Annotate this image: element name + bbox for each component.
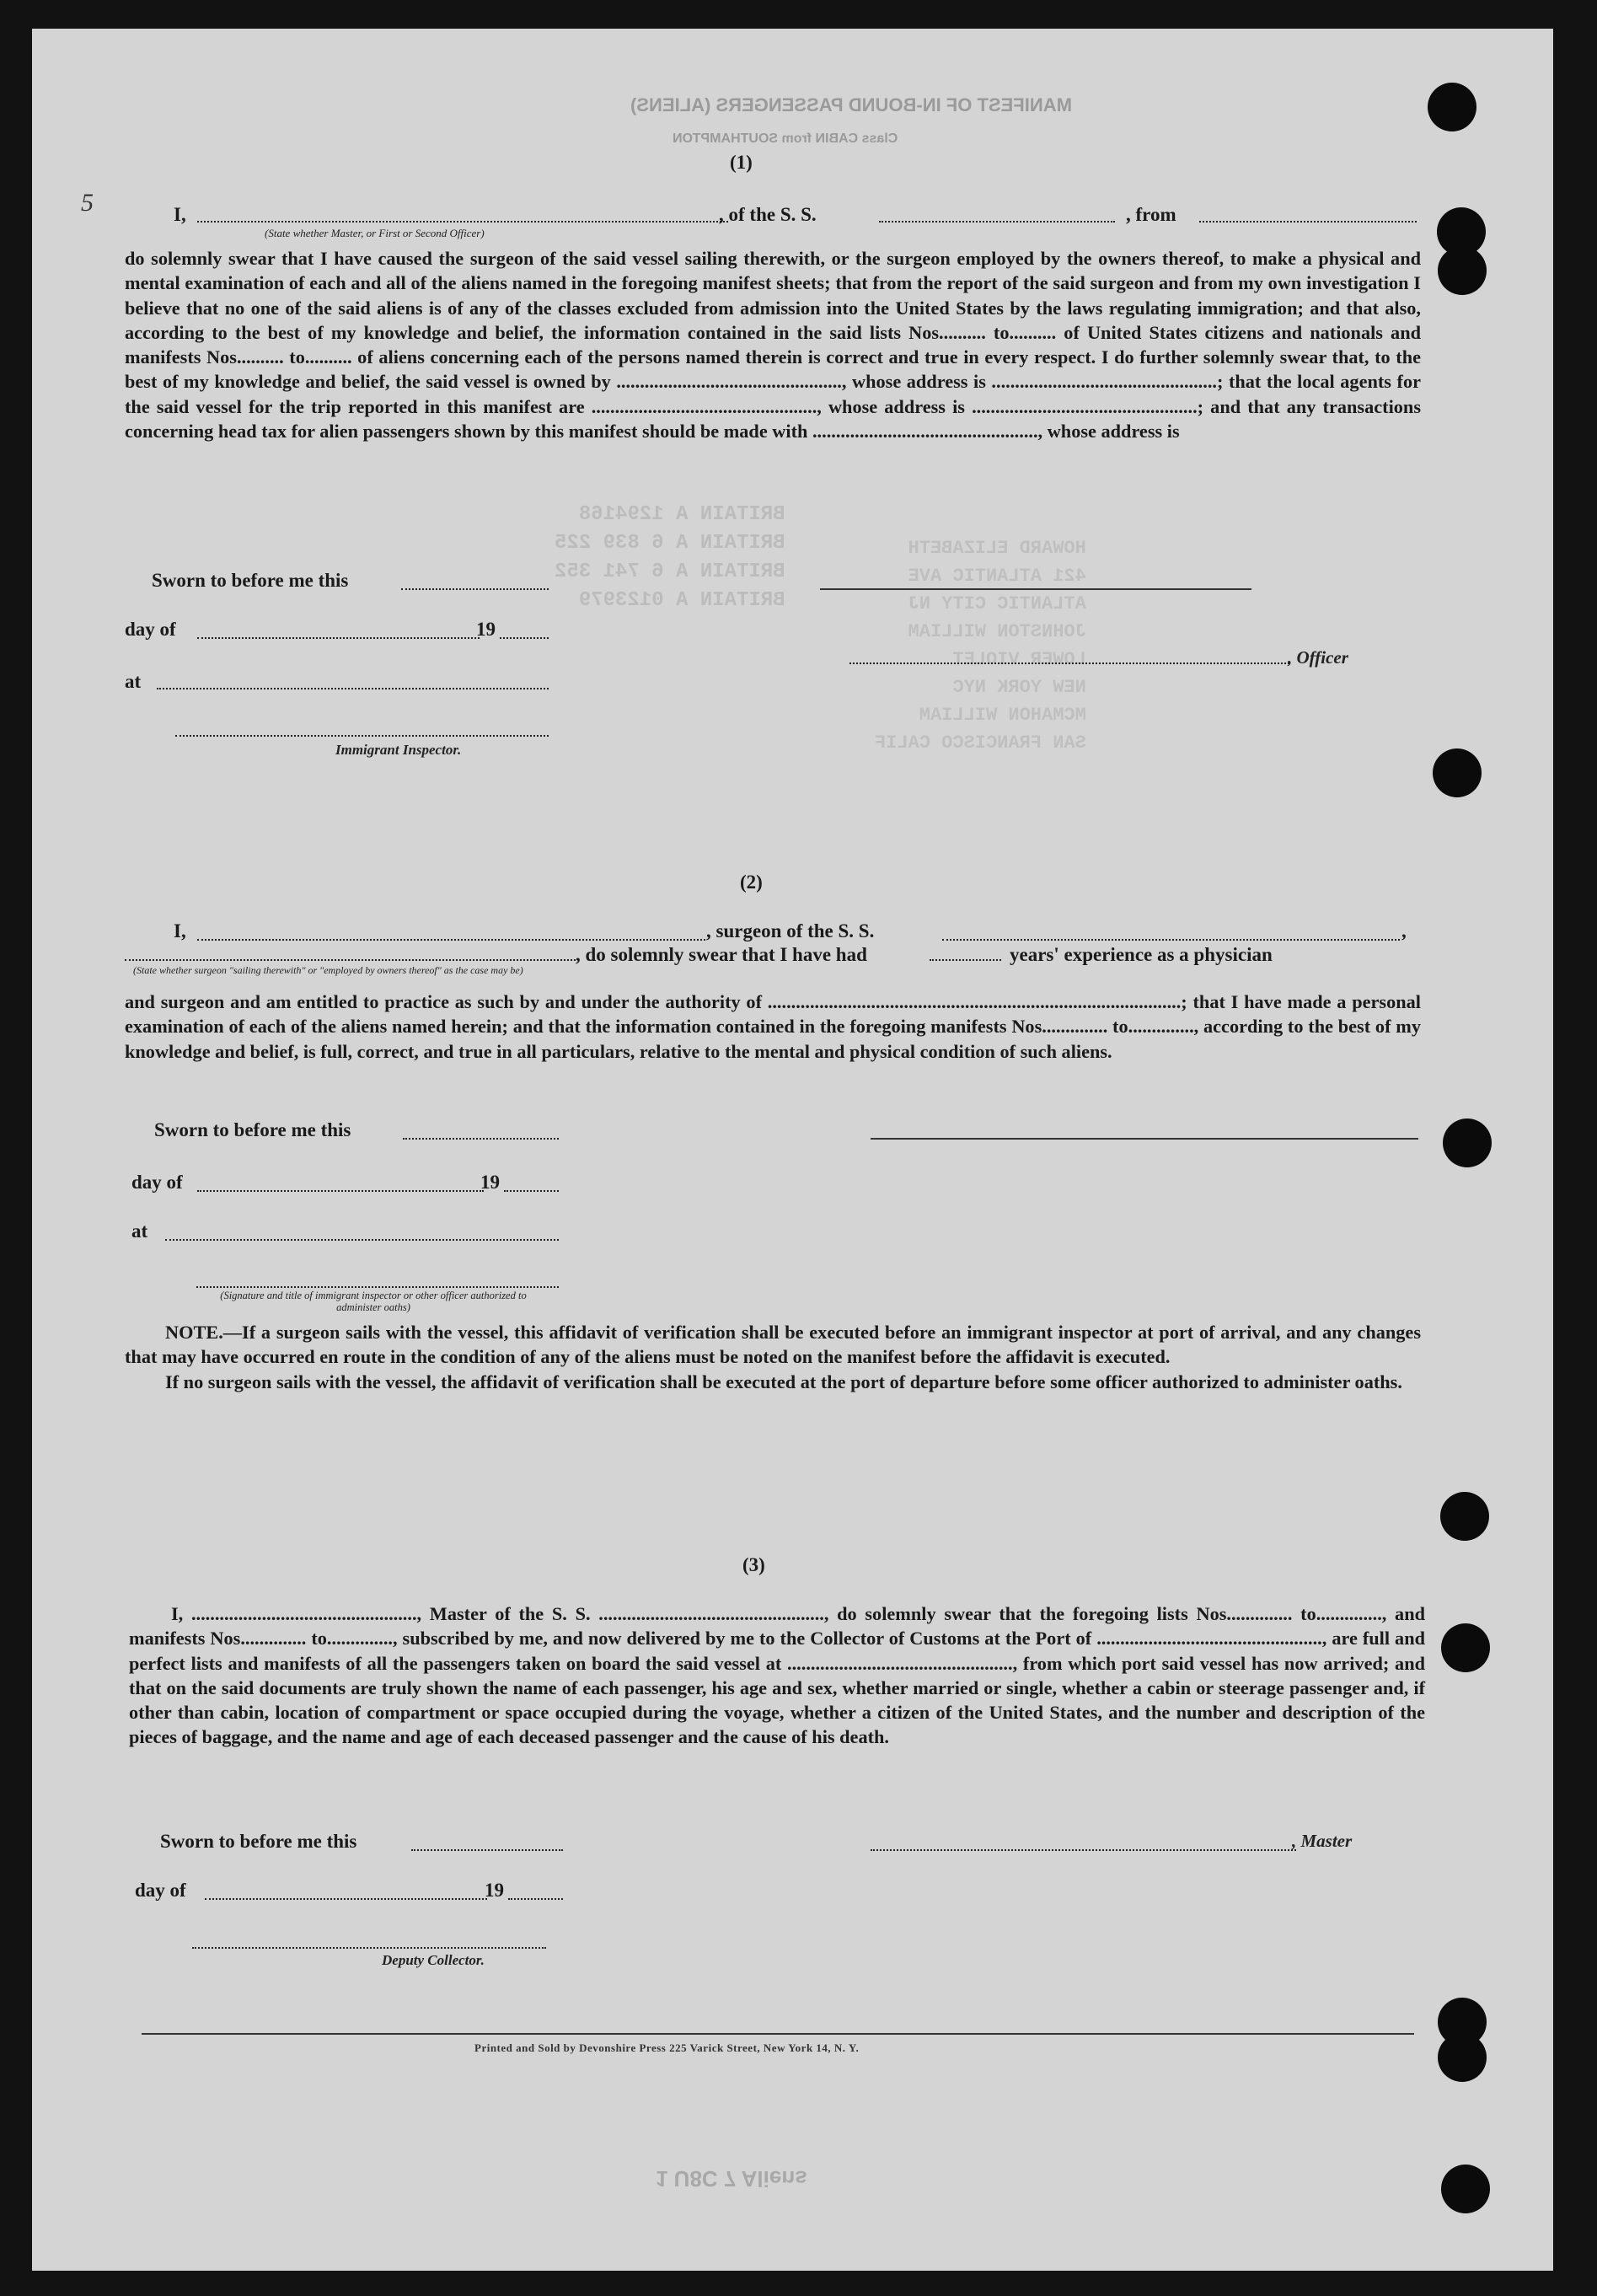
inspector-signature-line[interactable] bbox=[175, 735, 549, 737]
section-1-year: 19 bbox=[476, 619, 496, 640]
section-1-year-field[interactable] bbox=[500, 637, 549, 639]
master-label: , Master bbox=[1292, 1831, 1353, 1851]
section-2-year: 19 bbox=[480, 1172, 500, 1193]
section-1-at-field[interactable] bbox=[157, 688, 549, 689]
section-2-signature-line[interactable] bbox=[871, 1138, 1418, 1140]
section-3-body: I, ................................................, Master of the S. S. ................................................, do solemnly swear that the foregoing lists Nos.............. to.............., and manifests Nos.............. to.............., subscribed by me, and now delivered by me to the Collector of Customs at the Port of ................................................, are full and perfect lists and manifests of all the passengers taken on board the said vessel at ................................................, from which port said vessel has now arrived; and that on the said documents are truly shown the name of each passenger, his age and sex, whether married or single, whether a cabin or steerage passenger and, if other than cabin, location of compartment or space occupied during the voyage, whether a citizen of the United States, and the number and description of the pieces of baggage, and the name and age of each deceased passenger and the cause of his death. bbox=[129, 1603, 1425, 1748]
officer-signature-line[interactable] bbox=[820, 588, 1251, 590]
section-1-number: (1) bbox=[730, 152, 753, 173]
punch-hole bbox=[1441, 1623, 1490, 1672]
section-2-day-of: day of bbox=[131, 1172, 183, 1193]
section-2-swear: , do solemnly swear that I have had bbox=[576, 944, 867, 965]
section-3-number: (3) bbox=[742, 1554, 765, 1575]
officer-note: (State whether Master, or First or Second Officer) bbox=[265, 227, 485, 239]
section-2-sworn: Sworn to before me this bbox=[154, 1119, 351, 1140]
punch-hole bbox=[1441, 2165, 1490, 2213]
faded-header-title: MANIFEST OF IN-BOUND PASSENGERS (ALIENS) bbox=[630, 94, 1072, 115]
section-2-i: I, bbox=[174, 920, 186, 941]
bleed-through-names: HOWARD ELIZABETH 421 ATLANTIC AVE ATLANTIC CITY NJ JOHNSTON WILLIAM LOWER VIOLET NEW YORK NYC MCMAHON WILLIAM SAN FRANCISCO CALIF bbox=[875, 538, 1086, 754]
section-2-at-field[interactable] bbox=[165, 1239, 559, 1241]
punch-hole bbox=[1438, 2033, 1487, 2082]
from-port-field[interactable] bbox=[1199, 221, 1417, 223]
section-2-at: at bbox=[131, 1220, 148, 1242]
section-1-sworn-field[interactable] bbox=[401, 588, 549, 590]
section-2-number: (2) bbox=[740, 872, 763, 893]
section-2-years: years' experience as a physician bbox=[1010, 944, 1273, 965]
footer-rule bbox=[142, 2033, 1414, 2035]
section-1-body: do solemnly swear that I have caused the surgeon of the said vessel sailing therewith, or the surgeon employed by the owners thereof, to make a physical and mental examination of each and all of the aliens named in the foregoing manifest sheets; that from the report of the said surgeon and from my own investigation I believe that no one of the said aliens is of any of the classes excluded from admission into the United States by the laws regulating immigration; and that also, according to the best of my knowledge and belief, the information contained in the said lists Nos.......... to.......... of United States citizens and nationals and manifests Nos.......... to.......... of aliens concerning each of the persons named therein is correct and true in every respect. I do further solemnly swear that, to the best of my knowledge and belief, the said vessel is owned by ................................................, whose address is ................................................; that the local agents for the said vessel for the trip reported in this manifest are ................................................, whose address is ................................................; and that any transactions concerning head tax for alien passengers shown by this manifest should be made with ................................................, whose address is bbox=[125, 248, 1421, 443]
officer-field[interactable] bbox=[849, 663, 1289, 664]
faded-header-class: Class CABIN from SOUTHAMPTON bbox=[673, 131, 898, 146]
section-2-sworn-field[interactable] bbox=[403, 1138, 559, 1140]
punch-hole bbox=[1428, 83, 1476, 131]
section-1-at: at bbox=[125, 671, 142, 692]
surgeon-status-field[interactable] bbox=[125, 959, 576, 961]
section-1-of-ss: , of the S. S. bbox=[719, 204, 817, 225]
section-3-day-of: day of bbox=[135, 1880, 186, 1901]
section-2-body: and surgeon and am entitled to practice as such by and under the authority of ........................................................................................; that I have made a personal examination of each of the aliens named herein; and that the information contained in the foregoing manifests Nos.............. to.............., according to the best of my knowledge and belief, is full, correct, and true in all particulars, relative to the mental and physical condition of such aliens. bbox=[125, 991, 1421, 1062]
punch-hole bbox=[1440, 1492, 1489, 1541]
section-1-from: , from bbox=[1126, 204, 1176, 225]
section-2-vessel-field[interactable] bbox=[942, 939, 1400, 941]
section-2-signature-field[interactable] bbox=[196, 1286, 559, 1288]
section-3-year: 19 bbox=[485, 1880, 504, 1901]
note-paragraph-2: If no surgeon sails with the vessel, the affidavit of verification shall be executed at the port of departure before some officer authorized to administer oaths. bbox=[165, 1371, 1402, 1392]
bleed-through-text: BRITAIN A 1294168 BRITAIN A 6 839 225 BRITAIN A 6 741 352 BRITAIN A 0123979 bbox=[555, 503, 785, 612]
printer-footer: Printed and Sold by Devonshire Press 225 Varick Street, New York 14, N. Y. bbox=[474, 2041, 860, 2054]
section-3-sworn-field[interactable] bbox=[411, 1849, 563, 1851]
section-2-sig-note: (Signature and title of immigrant inspector or other officer authorized to administer oaths) bbox=[220, 1290, 527, 1313]
deputy-label: Deputy Collector. bbox=[382, 1952, 485, 1968]
officer-label: , Officer bbox=[1288, 647, 1348, 668]
margin-mark: 5 bbox=[81, 189, 94, 217]
surgeon-name-field[interactable] bbox=[197, 939, 705, 941]
punch-hole bbox=[1433, 748, 1482, 797]
deputy-signature-line[interactable] bbox=[192, 1947, 546, 1949]
section-3-day-field[interactable] bbox=[205, 1898, 487, 1900]
section-1-sworn: Sworn to before me this bbox=[152, 570, 349, 591]
note-paragraph-1: NOTE.—If a surgeon sails with the vessel, this affidavit of verification shall be executed before an immigrant inspector at port of arrival, and any changes that may have occurred en route in the condition of any of the aliens must be noted on the manifest before the affidavit is executed. bbox=[125, 1322, 1421, 1368]
section-2-surgeon-of: , surgeon of the S. S. bbox=[706, 920, 875, 941]
section-3-sworn: Sworn to before me this bbox=[160, 1831, 357, 1852]
surgeon-note: (State whether surgeon "sailing therewith" or "employed by owners thereof" as the case may be) bbox=[133, 964, 523, 976]
officer-name-field[interactable] bbox=[197, 221, 728, 223]
section-2-year-field[interactable] bbox=[504, 1190, 559, 1192]
master-signature-field[interactable] bbox=[871, 1849, 1296, 1851]
section-1-day-of: day of bbox=[125, 619, 176, 640]
faded-bottom-stamp: 1 U8C 7 Aliens bbox=[656, 2166, 807, 2191]
years-experience-field[interactable] bbox=[930, 959, 1001, 961]
punch-hole bbox=[1438, 246, 1487, 295]
section-2-day-field[interactable] bbox=[197, 1190, 484, 1192]
section-1-day-field[interactable] bbox=[197, 637, 480, 639]
vessel-name-field[interactable] bbox=[879, 221, 1115, 223]
section-3-year-field[interactable] bbox=[508, 1898, 563, 1900]
section-1-i: I, bbox=[174, 204, 186, 225]
manifest-page bbox=[32, 29, 1553, 2271]
note-block bbox=[125, 1320, 1421, 1394]
punch-hole bbox=[1443, 1118, 1492, 1167]
section-2-comma: , bbox=[1401, 920, 1407, 941]
inspector-label: Immigrant Inspector. bbox=[335, 742, 462, 758]
